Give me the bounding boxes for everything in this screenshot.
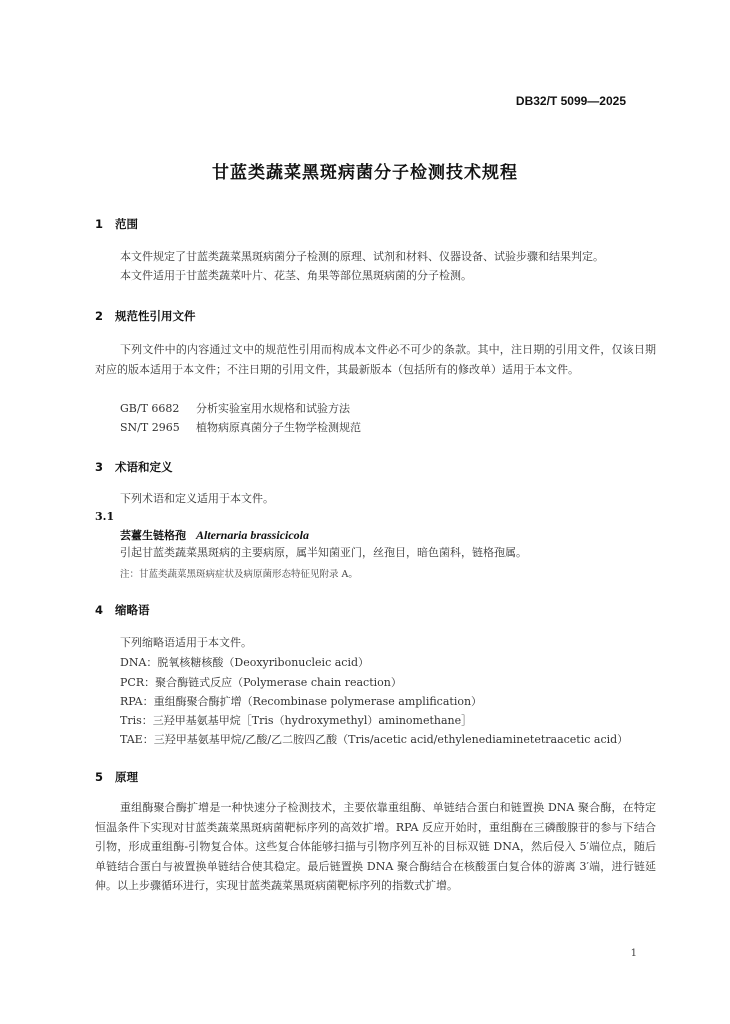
section-title: 术语和定义 — [115, 460, 173, 474]
section-number: 4 — [95, 603, 104, 617]
reference-code: GB/T 6682 — [120, 402, 180, 415]
term-definition: 引起甘蓝类蔬菜黑斑病的主要病原，属半知菌亚门，丝孢目，暗色菌科，链格孢属。 — [120, 546, 527, 559]
document-title: 甘蓝类蔬菜黑斑病菌分子检测技术规程 — [212, 163, 518, 183]
abbreviation-item: DNA：脱氧核糖核酸（Deoxyribonucleic acid） — [120, 656, 370, 669]
section-2-heading — [95, 308, 196, 324]
section-number: 1 — [95, 217, 104, 231]
paragraph: 重组酶聚合酶扩增是一种快速分子检测技术，主要依靠重组酶、单链结合蛋白和链置换 DNA 聚合酶，在特定恒温条件下实现对甘蓝类蔬菜黑斑病菌靶标序列的高效扩增。RPA 反应开始时，重组酶在三磷酸腺苷的参与下结合引物，形成重组酶-引物复合体。这些复合体能够扫描与引物序列互补的目标双链 DNA，然后侵入 5′端位点，随后单链结合蛋白与被置换单链结合使其稳定。最后链置换 DNA 聚合酶结合在核酸蛋白复合体的游离 3′端，进行链延伸。以上步骤循环进行，实现甘蓝类蔬菜黑斑病菌靶标序列的指数式扩增。 — [95, 801, 656, 892]
paragraph: 本文件适用于甘蓝类蔬菜叶片、花茎、角果等部位黑斑病菌的分子检测。 — [120, 269, 472, 282]
paragraph: 下列文件中的内容通过文中的规范性引用而构成本文件必不可少的条款。其中，注日期的引用文件，仅该日期对应的版本适用于本文件；不注日期的引用文件，其最新版本（包括所有的修改单）适用于本文件。 — [95, 343, 656, 376]
section-1-heading — [95, 216, 138, 232]
abbreviation-item: PCR：聚合酶链式反应（Polymerase chain reaction） — [120, 676, 402, 689]
section-title: 规范性引用文件 — [115, 309, 196, 323]
term-heading — [120, 527, 309, 543]
reference-title: 植物病原真菌分子生物学检测规范 — [196, 421, 361, 434]
standard-number: DB32/T 5099—2025 — [515, 94, 626, 108]
term-number: 3.1 — [95, 510, 115, 523]
abbreviation-item: RPA：重组酶聚合酶扩增（Recombinase polymerase amplification） — [120, 695, 483, 708]
term-latin-name: Alternaria brassicicola — [196, 528, 310, 542]
reference-title: 分析实验室用水规格和试验方法 — [196, 402, 350, 415]
section-number: 2 — [95, 309, 104, 323]
paragraph: 下列术语和定义适用于本文件。 — [120, 492, 274, 505]
page-number: 1 — [630, 948, 637, 959]
reference-item — [120, 418, 361, 438]
section-5-heading — [95, 769, 138, 785]
abbreviation-item: TAE：三羟甲基氨基甲烷/乙酸/乙二胺四乙酸（Tris/acetic acid/ethylenediaminetetraacetic acid） — [120, 733, 629, 746]
term-note: 注：甘蓝类蔬菜黑斑病症状及病原菌形态特征见附录 A。 — [120, 569, 358, 580]
section-title: 原理 — [115, 770, 138, 784]
section-4-heading — [95, 602, 150, 618]
reference-code: SN/T 2965 — [120, 421, 180, 434]
section-title: 缩略语 — [115, 603, 150, 617]
paragraph: 本文件规定了甘蓝类蔬菜黑斑病菌分子检测的原理、试剂和材料、仪器设备、试验步骤和结果判定。 — [120, 250, 604, 263]
paragraph: 下列缩略语适用于本文件。 — [120, 636, 252, 649]
reference-item — [120, 399, 350, 419]
abbreviation-item: Tris：三羟甲基氨基甲烷［Tris（hydroxymethyl）aminomethane］ — [120, 714, 473, 727]
section-3-heading — [95, 459, 173, 475]
term-name: 芸薹生链格孢 — [120, 529, 186, 542]
section-number: 3 — [95, 460, 104, 474]
section-title: 范围 — [115, 217, 138, 231]
section-number: 5 — [95, 770, 104, 784]
